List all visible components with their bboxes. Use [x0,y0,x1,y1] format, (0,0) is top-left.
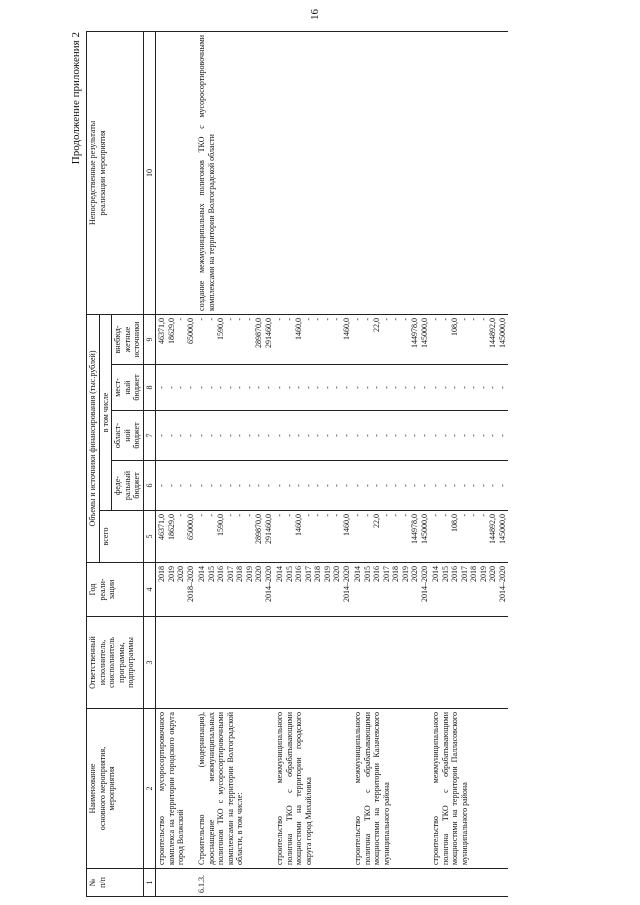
row-federal: - - - - - - - - [430,461,508,511]
row-number [352,869,430,897]
header-regional: област- ной бюджет [112,411,144,461]
row-executor [352,617,430,709]
header-local: мест- ный бюджет [112,365,144,411]
row-number [156,869,197,897]
row-regional: - - - - - - - - [196,411,274,461]
row-executor [274,617,352,709]
row-local: - - - - - - - - [196,365,274,411]
row-result [156,31,197,314]
row-extrabudget: - - 22,0 - - - 144978,0 145000,0 [352,314,430,364]
row-extrabudget: - - 108,0 - - - 144892,0 145000,0 [430,314,508,364]
row-regional: - - - - [156,411,197,461]
header-results: Непосредственные результаты реализации мероприятия [87,31,144,314]
header-year: Год реали- зации [87,563,144,617]
row-years: 2018 2019 2020 2018–2020 [156,563,197,617]
row-total: - - 1460,0 - - - - 1460,0 [274,511,352,563]
row-years: 2014 2015 2016 2017 2018 2019 2020 2014–2020 [430,563,508,617]
row-number [274,869,352,897]
header-total: всего [99,511,143,563]
header-subgroup: в том числе [99,314,112,510]
row-federal: - - - - - - - - [274,461,352,511]
table-row [430,31,508,896]
row-extrabudget: 46371,0 18629,0 - 65000,0 [156,314,197,364]
page-number: 16 [309,9,321,20]
header-name: Наименование основного мероприятия, мероприятия [87,709,144,869]
table-row [352,31,430,896]
row-local: - - - - - - - - [352,365,430,411]
row-executor [156,617,197,709]
row-number [430,869,508,897]
row-federal: - - - - - - - - [196,461,274,511]
row-regional: - - - - - - - - [430,411,508,461]
row-number: 6.1.3. [196,869,274,897]
row-years: 2014 2015 2016 2017 2018 2019 2020 2014–2020 [352,563,430,617]
row-local: - - - - [156,365,197,411]
row-name: Строительство (модернизация), дооснащение межмуниципальных полигонов ТКО с мусоросортировочными комплексами на территории Волгоградской области, в том числе: [196,709,274,869]
row-result [430,31,508,314]
table-row [156,31,197,896]
row-name: строительство межмуниципального полигона ТКО с обрабатывающими мощностями на территории Палласовского муниципального района [430,709,508,869]
row-executor [430,617,508,709]
financing-table [86,31,508,897]
rotated-document [70,32,600,897]
row-extrabudget: - - 1460,0 - - - - 1460,0 [274,314,352,364]
row-local: - - - - - - - - [430,365,508,411]
continuation-label: Продолжение приложения 2 [70,32,82,165]
header-federal: феде- ральный бюджет [112,461,144,511]
row-extrabudget: - - 1590,0 - - - 289870,0 291460,0 [196,314,274,364]
row-years: 2014 2015 2016 2017 2018 2019 2020 2014–2020 [196,563,274,617]
row-federal: - - - - - - - - [352,461,430,511]
row-name: строительство межмуниципального полигона ТКО с обрабатывающими мощностями на территории городского округа город Михайловка [274,709,352,869]
table-row [274,31,352,896]
header-number: № п/п [87,869,144,897]
table-row [196,31,274,896]
row-result [274,31,352,314]
column-number-row: 1 2 3 4 5 6 7 8 9 10 [143,31,156,896]
header-extrabudget: внебюд- жетные источники [112,314,144,364]
table-header [87,31,144,896]
row-result: создание межмуниципальных полигонов ТКО с мусоросортировочными комплексами на территории Волгоградской области [196,31,274,314]
row-name: строительство мусоросортировочного комплекса на территории городского округа город Волжский [156,709,197,869]
header-financing-group: Объемы и источники финансирования (тыс.рублей) [87,314,100,562]
row-regional: - - - - - - - - [352,411,430,461]
row-result [352,31,430,314]
row-executor [196,617,274,709]
row-name: строительство межмуниципального полигона ТКО с обрабатывающими мощностями на территории Калачевского муниципального района [352,709,430,869]
row-total: - - 108,0 - - - 144892,0 145000,0 [430,511,508,563]
row-total: 46371,0 18629,0 - 65000,0 [156,511,197,563]
row-total: - - 22,0 - - - 144978,0 145000,0 [352,511,430,563]
header-executor: Ответственный исполнитель, соисполнитель программы, подпрограммы [87,617,144,709]
row-local: - - - - - - - - [274,365,352,411]
row-regional: - - - - - - - - [274,411,352,461]
row-federal: - - - - [156,461,197,511]
row-years: 2014 2015 2016 2017 2018 2019 2020 2014–2020 [274,563,352,617]
row-total: - - 1590,0 - - - 289870,0 291460,0 [196,511,274,563]
